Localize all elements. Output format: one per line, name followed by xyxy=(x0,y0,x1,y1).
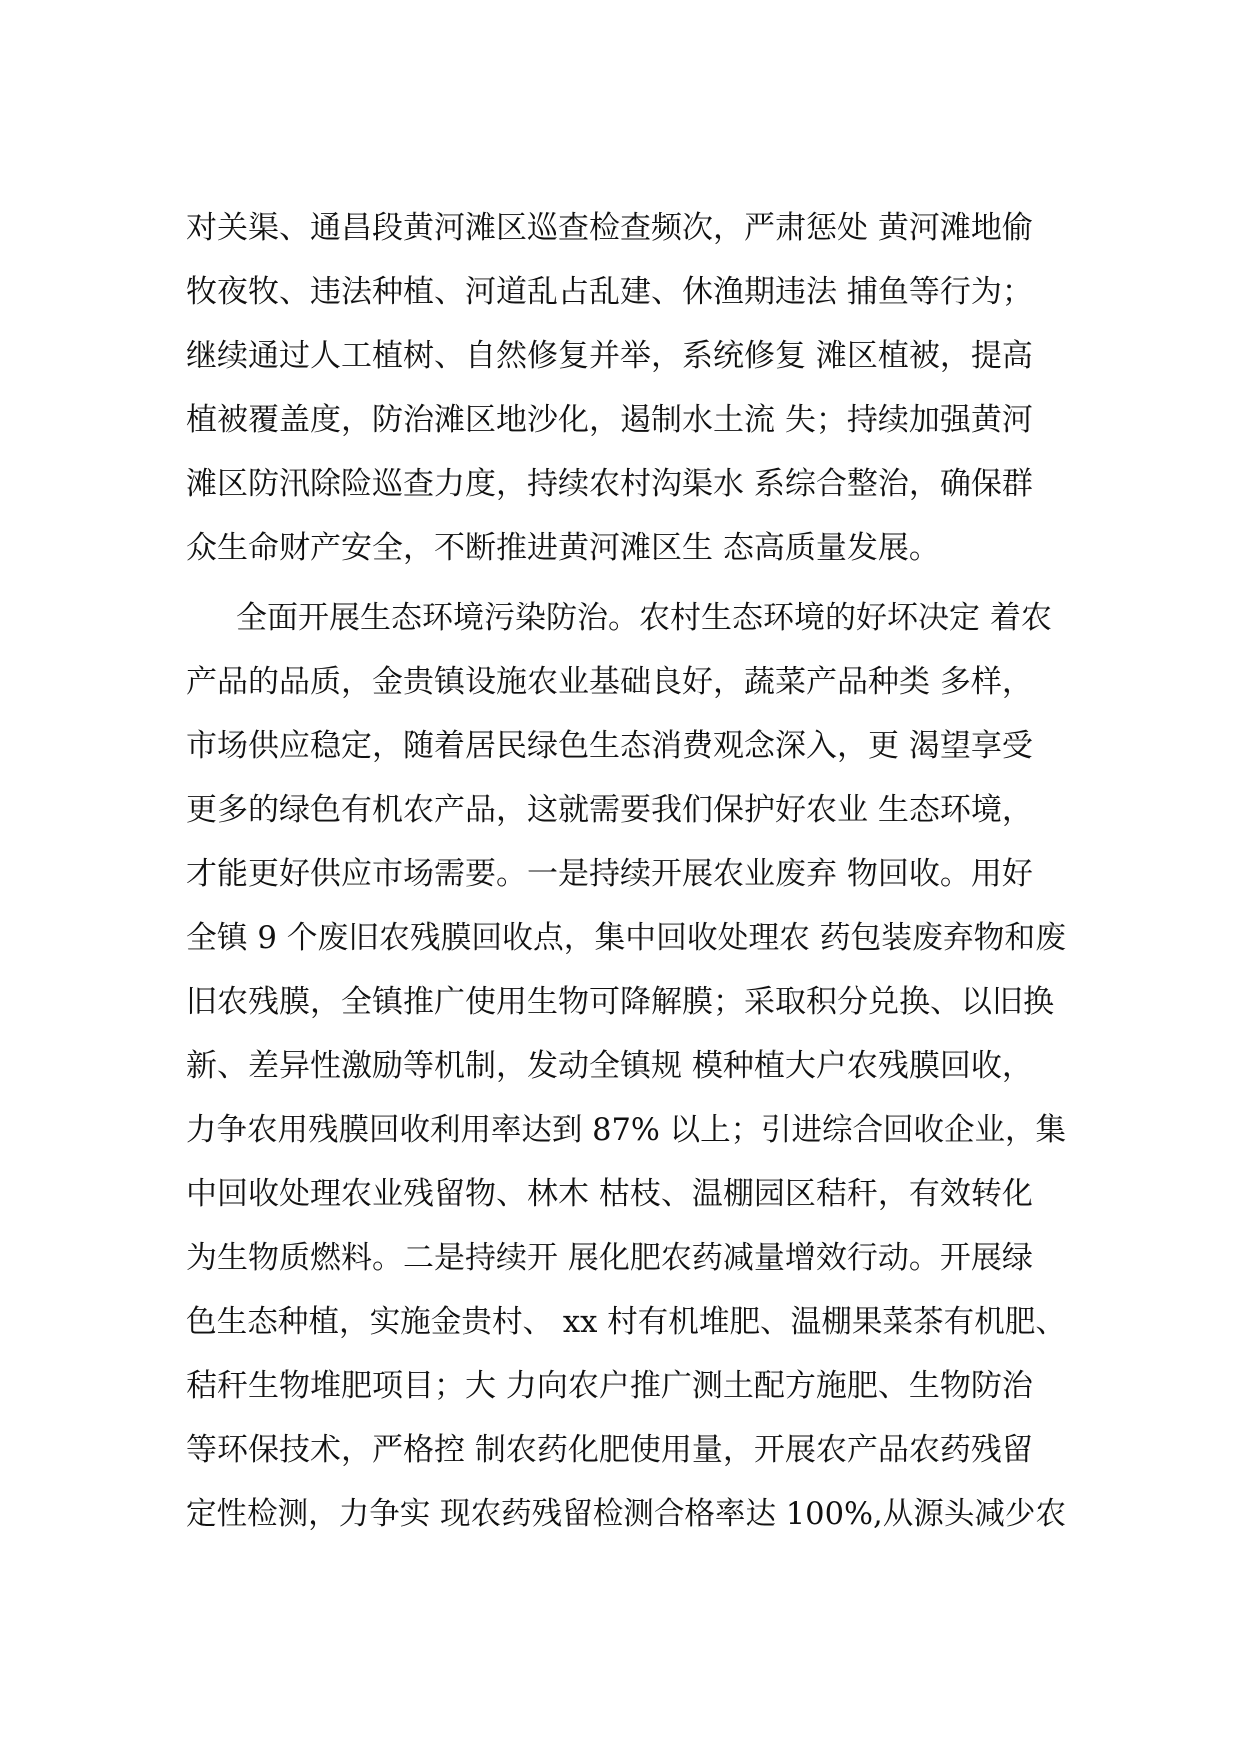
paragraph-2-line-7: 旧农残膜，全镇推广使用生物可降解膜；采取积分兑换、以旧换 xyxy=(186,984,1054,1020)
paragraph-1-line-2: 牧夜牧、违法种植、河道乱占乱建、休渔期违法 捕鱼等行为； xyxy=(186,274,1033,310)
paragraph-2-line-10: 中回收处理农业残留物、林木 枯枝、温棚园区秸秆，有效转化 xyxy=(186,1176,1033,1212)
paragraph-2-line-9: 力争农用残膜回收利用率达到 87% 以上；引进综合回收企业，集 xyxy=(186,1112,1066,1148)
paragraph-1-line-1: 对关渠、通昌段黄河滩区巡查检查频次，严肃惩处 黄河滩地偷 xyxy=(186,210,1033,246)
paragraph-1 xyxy=(186,196,1066,580)
paragraph-2-line-2: 产品的品质，金贵镇设施农业基础良好，蔬菜产品种类 多样， xyxy=(186,664,1033,700)
paragraph-2 xyxy=(186,586,1066,1546)
paragraph-2-line-15: 定性检测，力争实 现农药残留检测合格率达 100%,从源头减少农 xyxy=(186,1496,1066,1532)
paragraph-2-line-12: 色生态种植，实施金贵村、 xx 村有机堆肥、温棚果菜茶有机肥、 xyxy=(186,1304,1066,1340)
paragraph-2-line-4: 更多的绿色有机农产品，这就需要我们保护好农业 生态环境， xyxy=(186,792,1033,828)
paragraph-2-line-3: 市场供应稳定，随着居民绿色生态消费观念深入，更 渴望享受 xyxy=(186,728,1033,764)
paragraph-1-line-3: 继续通过人工植树、自然修复并举，系统修复 滩区植被，提高 xyxy=(186,338,1033,374)
paragraph-2-line-5: 才能更好供应市场需要。一是持续开展农业废弃 物回收。用好 xyxy=(186,856,1033,892)
paragraph-2-line-1: 全面开展生态环境污染防治。农村生态环境的好坏决定 着农 xyxy=(236,600,1052,636)
paragraph-2-line-14: 等环保技术，严格控 制农药化肥使用量，开展农产品农药残留 xyxy=(186,1432,1033,1468)
paragraph-2-line-13: 秸秆生物堆肥项目；大 力向农户推广测土配方施肥、生物防治 xyxy=(186,1368,1033,1404)
paragraph-1-line-4: 植被覆盖度，防治滩区地沙化，遏制水土流 失；持续加强黄河 xyxy=(186,402,1033,438)
paragraph-2-line-8: 新、差异性激励等机制，发动全镇规 模种植大户农残膜回收， xyxy=(186,1048,1033,1084)
paragraph-1-line-6: 众生命财产安全，不断推进黄河滩区生 态高质量发展。 xyxy=(186,530,940,566)
paragraph-2-line-11: 为生物质燃料。二是持续开 展化肥农药减量增效行动。开展绿 xyxy=(186,1240,1033,1276)
paragraph-2-line-6: 全镇 9 个废旧农残膜回收点，集中回收处理农 药包装废弃物和废 xyxy=(186,920,1066,956)
paragraph-1-line-5: 滩区防汛除险巡查力度，持续农村沟渠水 系综合整治，确保群 xyxy=(186,466,1033,502)
